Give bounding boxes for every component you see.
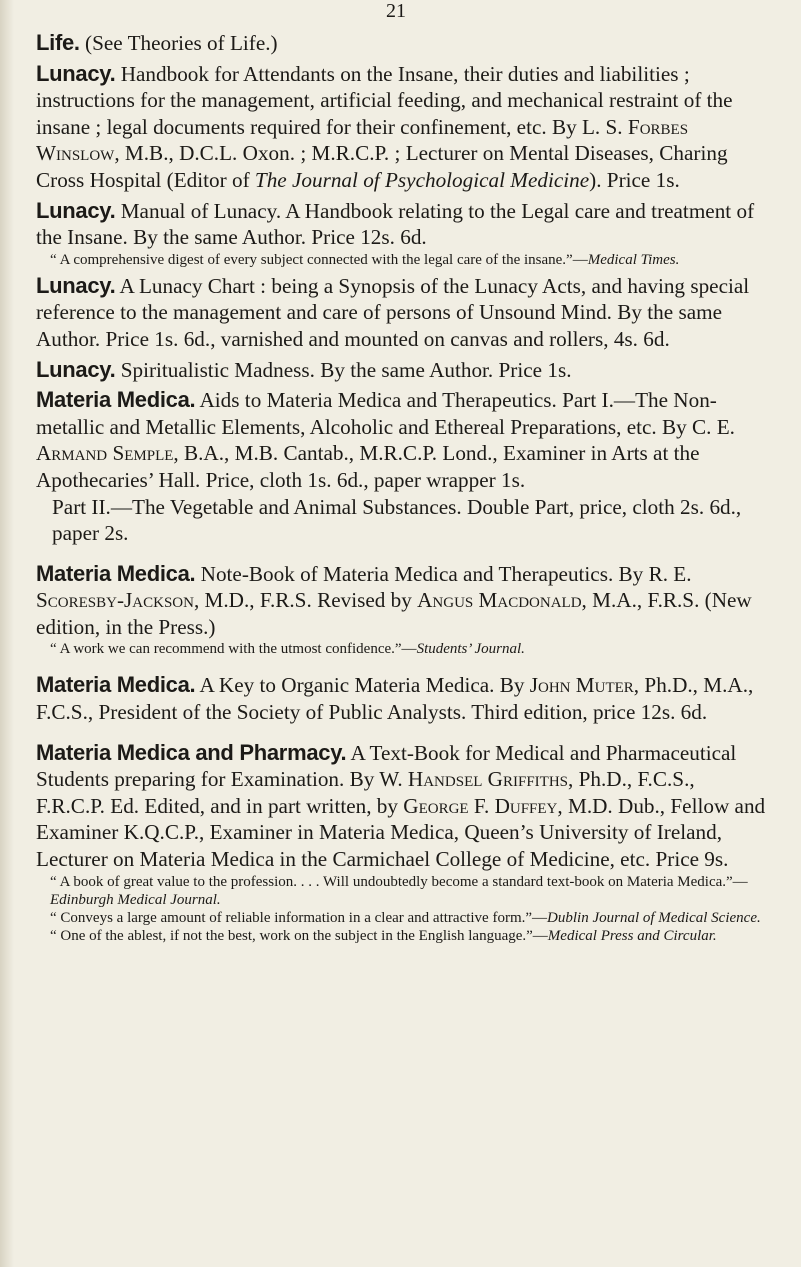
journal-title: The Journal of Psychological Medicine — [254, 167, 590, 192]
entry-text: Manual of Lunacy. A Handbook relating to the Legal care and treatment of the Insane. By the same Author. Price 12s. 6d. — [36, 198, 755, 250]
entry-text: M.D. Dub., Fellow and Examiner K.Q.C.P., Examiner in Materia Medica, Queen’s University of Ireland, Lecturer on Materia Medica in the Carmichael College of Medicine, etc. Price 9s. — [36, 793, 766, 872]
review-text: “ Conveys a large amount of reliable information in a clear and attractive form.”— — [50, 909, 548, 926]
author-name: Armand Semple, — [36, 441, 179, 466]
review-text: “ A book of great value to the profession. . . . Will undoubtedly become a standard text-book on Materia Medica.”— — [50, 873, 748, 890]
review-quote — [36, 640, 766, 658]
review-source: Dublin Journal of Medical Science. — [547, 909, 761, 926]
entry-text: M.D., F.R.S. Revised by — [199, 588, 418, 613]
entry-heading: Lunacy. — [36, 272, 116, 298]
entry-heading: Materia Medica and Pharmacy. — [36, 739, 347, 765]
entry-text: ). Price 1s. — [589, 167, 680, 192]
entry-heading: Materia Medica. — [36, 560, 196, 586]
entry-text: Spiritualistic Madness. By the same Author. Price 1s. — [120, 357, 572, 382]
author-name: Handsel Griffiths, — [407, 767, 574, 792]
author-name: Scoresby-Jackson, — [36, 588, 200, 613]
author-name: George F. Duffey, — [403, 793, 563, 818]
entry-materia-medica-key — [36, 672, 766, 725]
entry-text: A Lunacy Chart : being a Synopsis of the Lunacy Acts, and having special reference to the management and care of persons of Unsound Mind. By the same Author. Price 1s. 6d., varnished and mounted on canvas and rollers, 4s. 6d. — [36, 273, 750, 351]
entry-materia-medica-aids — [36, 387, 766, 547]
entry-text: Aids to Materia Medica and Therapeutics. Part I.—The Non-metallic and Metallic Elements, Alcoholic and Ethereal Preparations, etc. By C. E. — [36, 388, 735, 439]
entry-text: (See Theories of Life.) — [85, 31, 278, 55]
entry-text: A Key to Organic Materia Medica. By — [199, 673, 530, 698]
review-text: “ A work we can recommend with the utmost confidence.”— — [50, 641, 417, 658]
entry-heading: Lunacy. — [36, 356, 116, 382]
review-quote — [36, 927, 766, 945]
entry-part-two: Part II.—The Vegetable and Animal Substances. Double Part, price, cloth 2s. 6d., paper 2s. — [52, 494, 742, 546]
review-source: Medical Times. — [587, 251, 680, 268]
entry-lunacy-handbook — [36, 61, 766, 194]
entry-text: A Text-Book for Medical and Pharmaceutical Students preparing for Examination. By W. — [36, 740, 737, 792]
entry-heading: Lunacy. — [36, 197, 116, 223]
review-text: “ A comprehensive digest of every subject connected with the legal care of the insane.”— — [50, 251, 588, 268]
review-source: Medical Press and Circular. — [547, 927, 717, 944]
entry-heading: Life. — [36, 30, 80, 55]
entry-lunacy-manual — [36, 198, 766, 269]
review-quote — [36, 251, 766, 269]
entry-text: Ph.D., F.C.S., F.R.C.P. Ed. Edited, and in part written, by — [36, 767, 695, 818]
review-source: Edinburgh Medical Journal. — [50, 891, 221, 908]
entry-lunacy-chart — [36, 273, 766, 353]
review-quote — [36, 909, 766, 927]
entry-materia-medica-pharmacy — [36, 740, 766, 945]
page-edge-shadow — [0, 0, 14, 1267]
author-name: Forbes Winslow, — [36, 114, 689, 166]
entry-heading: Lunacy. — [36, 60, 116, 86]
entry-list — [36, 30, 766, 949]
review-quote — [36, 873, 766, 909]
entry-text: Note-Book of Materia Medica and Therapeutics. By R. E. — [200, 561, 692, 586]
entry-text: M.B., D.C.L. Oxon. ; M.R.C.P. ; Lecturer on Mental Diseases, Charing Cross Hospital (Editor of — [36, 141, 728, 192]
entry-materia-medica-notebook — [36, 561, 766, 659]
review-source: Students’ Journal. — [416, 641, 525, 658]
author-name: Angus Macdonald, — [417, 588, 587, 613]
entry-life — [36, 30, 766, 57]
page-number: 21 — [386, 0, 406, 22]
entry-heading: Materia Medica. — [36, 387, 196, 413]
entry-text: M.A., F.R.S. (New edition, in the Press.) — [36, 588, 752, 639]
entry-text: Ph.D., M.A., F.C.S., President of the Society of Public Analysts. Third edition, price 12s. 6d. — [36, 673, 754, 725]
entry-text: B.A., M.B. Cantab., M.R.C.P. Lond., Examiner in Arts at the Apothecaries’ Hall. Price, cloth 1s. 6d., paper wrapper 1s. — [36, 441, 700, 492]
entry-heading: Materia Medica. — [36, 672, 196, 698]
author-name: John Muter, — [529, 673, 640, 698]
review-text: “ One of the ablest, if not the best, work on the subject in the English language.”— — [50, 927, 548, 944]
entry-text: Handbook for Attendants on the Insane, their duties and liabilities ; instructions for the management, artificial feeding, and mechanical restraint of the insane ; legal documents required for their confinement, etc. By L. S. — [36, 61, 733, 139]
entry-lunacy-spiritualistic — [36, 357, 766, 384]
